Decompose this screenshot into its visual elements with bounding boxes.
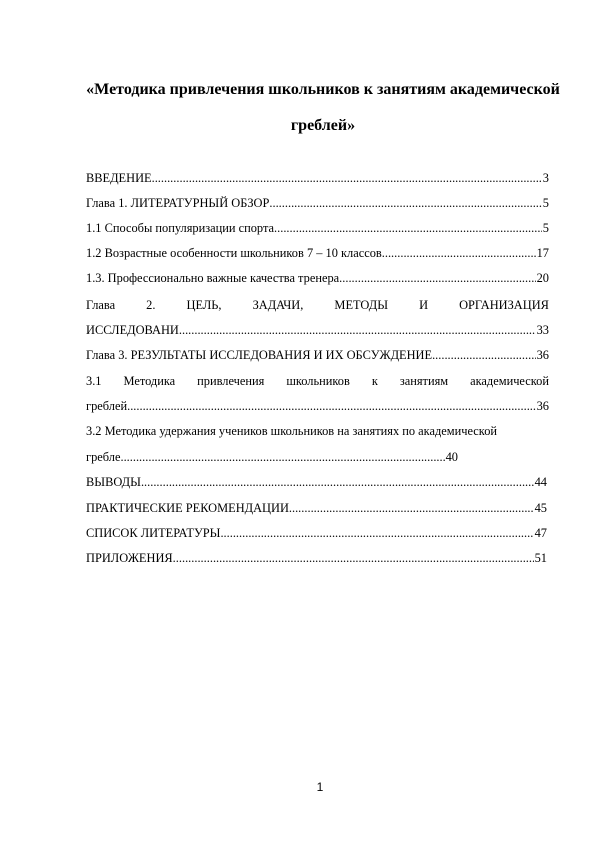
toc-entry-page: 3 xyxy=(542,171,549,185)
toc-word: Методика xyxy=(123,374,176,388)
toc-entry-page: 33 xyxy=(536,323,549,337)
toc-entry-page: 20 xyxy=(536,271,549,285)
toc-entry-page: 51 xyxy=(534,551,547,565)
toc-word: И xyxy=(419,298,429,312)
toc-entry-label: греблей xyxy=(86,399,128,413)
toc-entry-label: СПИСОК ЛИТЕРАТУРЫ xyxy=(86,526,221,540)
document-title-line-2: греблей» xyxy=(290,117,356,134)
toc-entry-conclusions xyxy=(86,473,547,491)
toc-dot-leader xyxy=(120,448,444,466)
toc-entry-label: ИССЛЕДОВАНИ xyxy=(86,323,179,337)
toc-dot-leader xyxy=(127,397,536,415)
toc-entry-label: ВЫВОДЫ xyxy=(86,475,141,489)
toc-entry-label: гребле xyxy=(86,450,121,464)
toc-entry-page: 17 xyxy=(536,246,549,260)
toc-entry-label: 1.2 Возрастные особенности школьников 7 – 10 классов xyxy=(86,246,382,260)
toc-dot-leader xyxy=(339,269,535,287)
toc-entry-chapter-1 xyxy=(86,194,549,212)
toc-entry-section-3-1-line-1 xyxy=(86,372,549,390)
page-number: 1 xyxy=(316,780,324,794)
toc-entry-section-3-2-line-1: 3.2 Методика удержания учеников школьников на занятиях по академической xyxy=(86,424,498,438)
toc-entry-page: 40 xyxy=(445,450,458,464)
toc-word: академической xyxy=(470,374,549,388)
toc-entry-introduction xyxy=(86,169,549,187)
toc-entry-section-3-1-line-2 xyxy=(86,397,549,415)
toc-word: школьников xyxy=(286,374,350,388)
toc-entry-references xyxy=(86,524,547,542)
toc-entry-chapter-2-line-1 xyxy=(86,296,549,314)
toc-word: занятиям xyxy=(399,374,449,388)
toc-entry-page: 5 xyxy=(542,196,549,210)
toc-dot-leader xyxy=(173,549,534,567)
toc-entry-section-1-1 xyxy=(86,219,549,237)
toc-entry-label: ПРИЛОЖЕНИЯ xyxy=(86,551,173,565)
toc-entry-label: Глава 1. ЛИТЕРАТУРНЫЙ ОБЗОР xyxy=(86,196,270,210)
toc-entry-chapter-2-line-2 xyxy=(86,321,549,339)
toc-word: 3.1 xyxy=(86,374,102,388)
toc-dot-leader xyxy=(432,346,536,364)
toc-entry-page: 36 xyxy=(536,348,549,362)
toc-dot-leader xyxy=(382,244,536,262)
toc-word: МЕТОДЫ xyxy=(334,298,389,312)
toc-entry-page: 47 xyxy=(534,526,547,540)
toc-word: 2. xyxy=(146,298,156,312)
toc-dot-leader xyxy=(179,321,536,339)
toc-dot-leader xyxy=(289,499,534,517)
toc-entry-label: 1.1 Способы популяризации спорта xyxy=(86,221,275,235)
toc-entry-label: 1.3. Профессионально важные качества тренера xyxy=(86,271,340,285)
toc-entry-page: 45 xyxy=(534,501,547,515)
toc-entry-label: Глава 3. РЕЗУЛЬТАТЫ ИССЛЕДОВАНИЯ И ИХ ОБСУЖДЕНИЕ xyxy=(86,348,433,362)
toc-entry-appendices xyxy=(86,549,547,567)
toc-dot-leader xyxy=(141,473,534,491)
toc-entry-page: 5 xyxy=(542,221,549,235)
toc-entry-page: 36 xyxy=(536,399,549,413)
toc-word: ОРГАНИЗАЦИЯ xyxy=(459,298,549,312)
toc-word: ЦЕЛЬ, xyxy=(186,298,222,312)
toc-entry-page: 44 xyxy=(534,475,547,489)
toc-entry-recommendations xyxy=(86,499,547,517)
toc-dot-leader xyxy=(269,194,541,212)
toc-entry-label: ПРАКТИЧЕСКИЕ РЕКОМЕНДАЦИИ xyxy=(86,501,289,515)
toc-word: к xyxy=(371,374,378,388)
toc-entry-chapter-3 xyxy=(86,346,549,364)
toc-entry-section-1-3 xyxy=(86,269,549,287)
toc-entry-section-3-2-line-2 xyxy=(86,448,458,466)
toc-entry-section-1-2 xyxy=(86,244,549,262)
toc-word: Глава xyxy=(86,298,116,312)
toc-word: ЗАДАЧИ, xyxy=(252,298,304,312)
toc-dot-leader xyxy=(152,169,542,187)
toc-entry-label: ВВЕДЕНИЕ xyxy=(86,171,152,185)
document-title-line-1: «Методика привлечения школьников к занятиям академической xyxy=(86,81,560,98)
toc-dot-leader xyxy=(274,219,542,237)
toc-word: привлечения xyxy=(197,374,265,388)
toc-dot-leader xyxy=(220,524,533,542)
